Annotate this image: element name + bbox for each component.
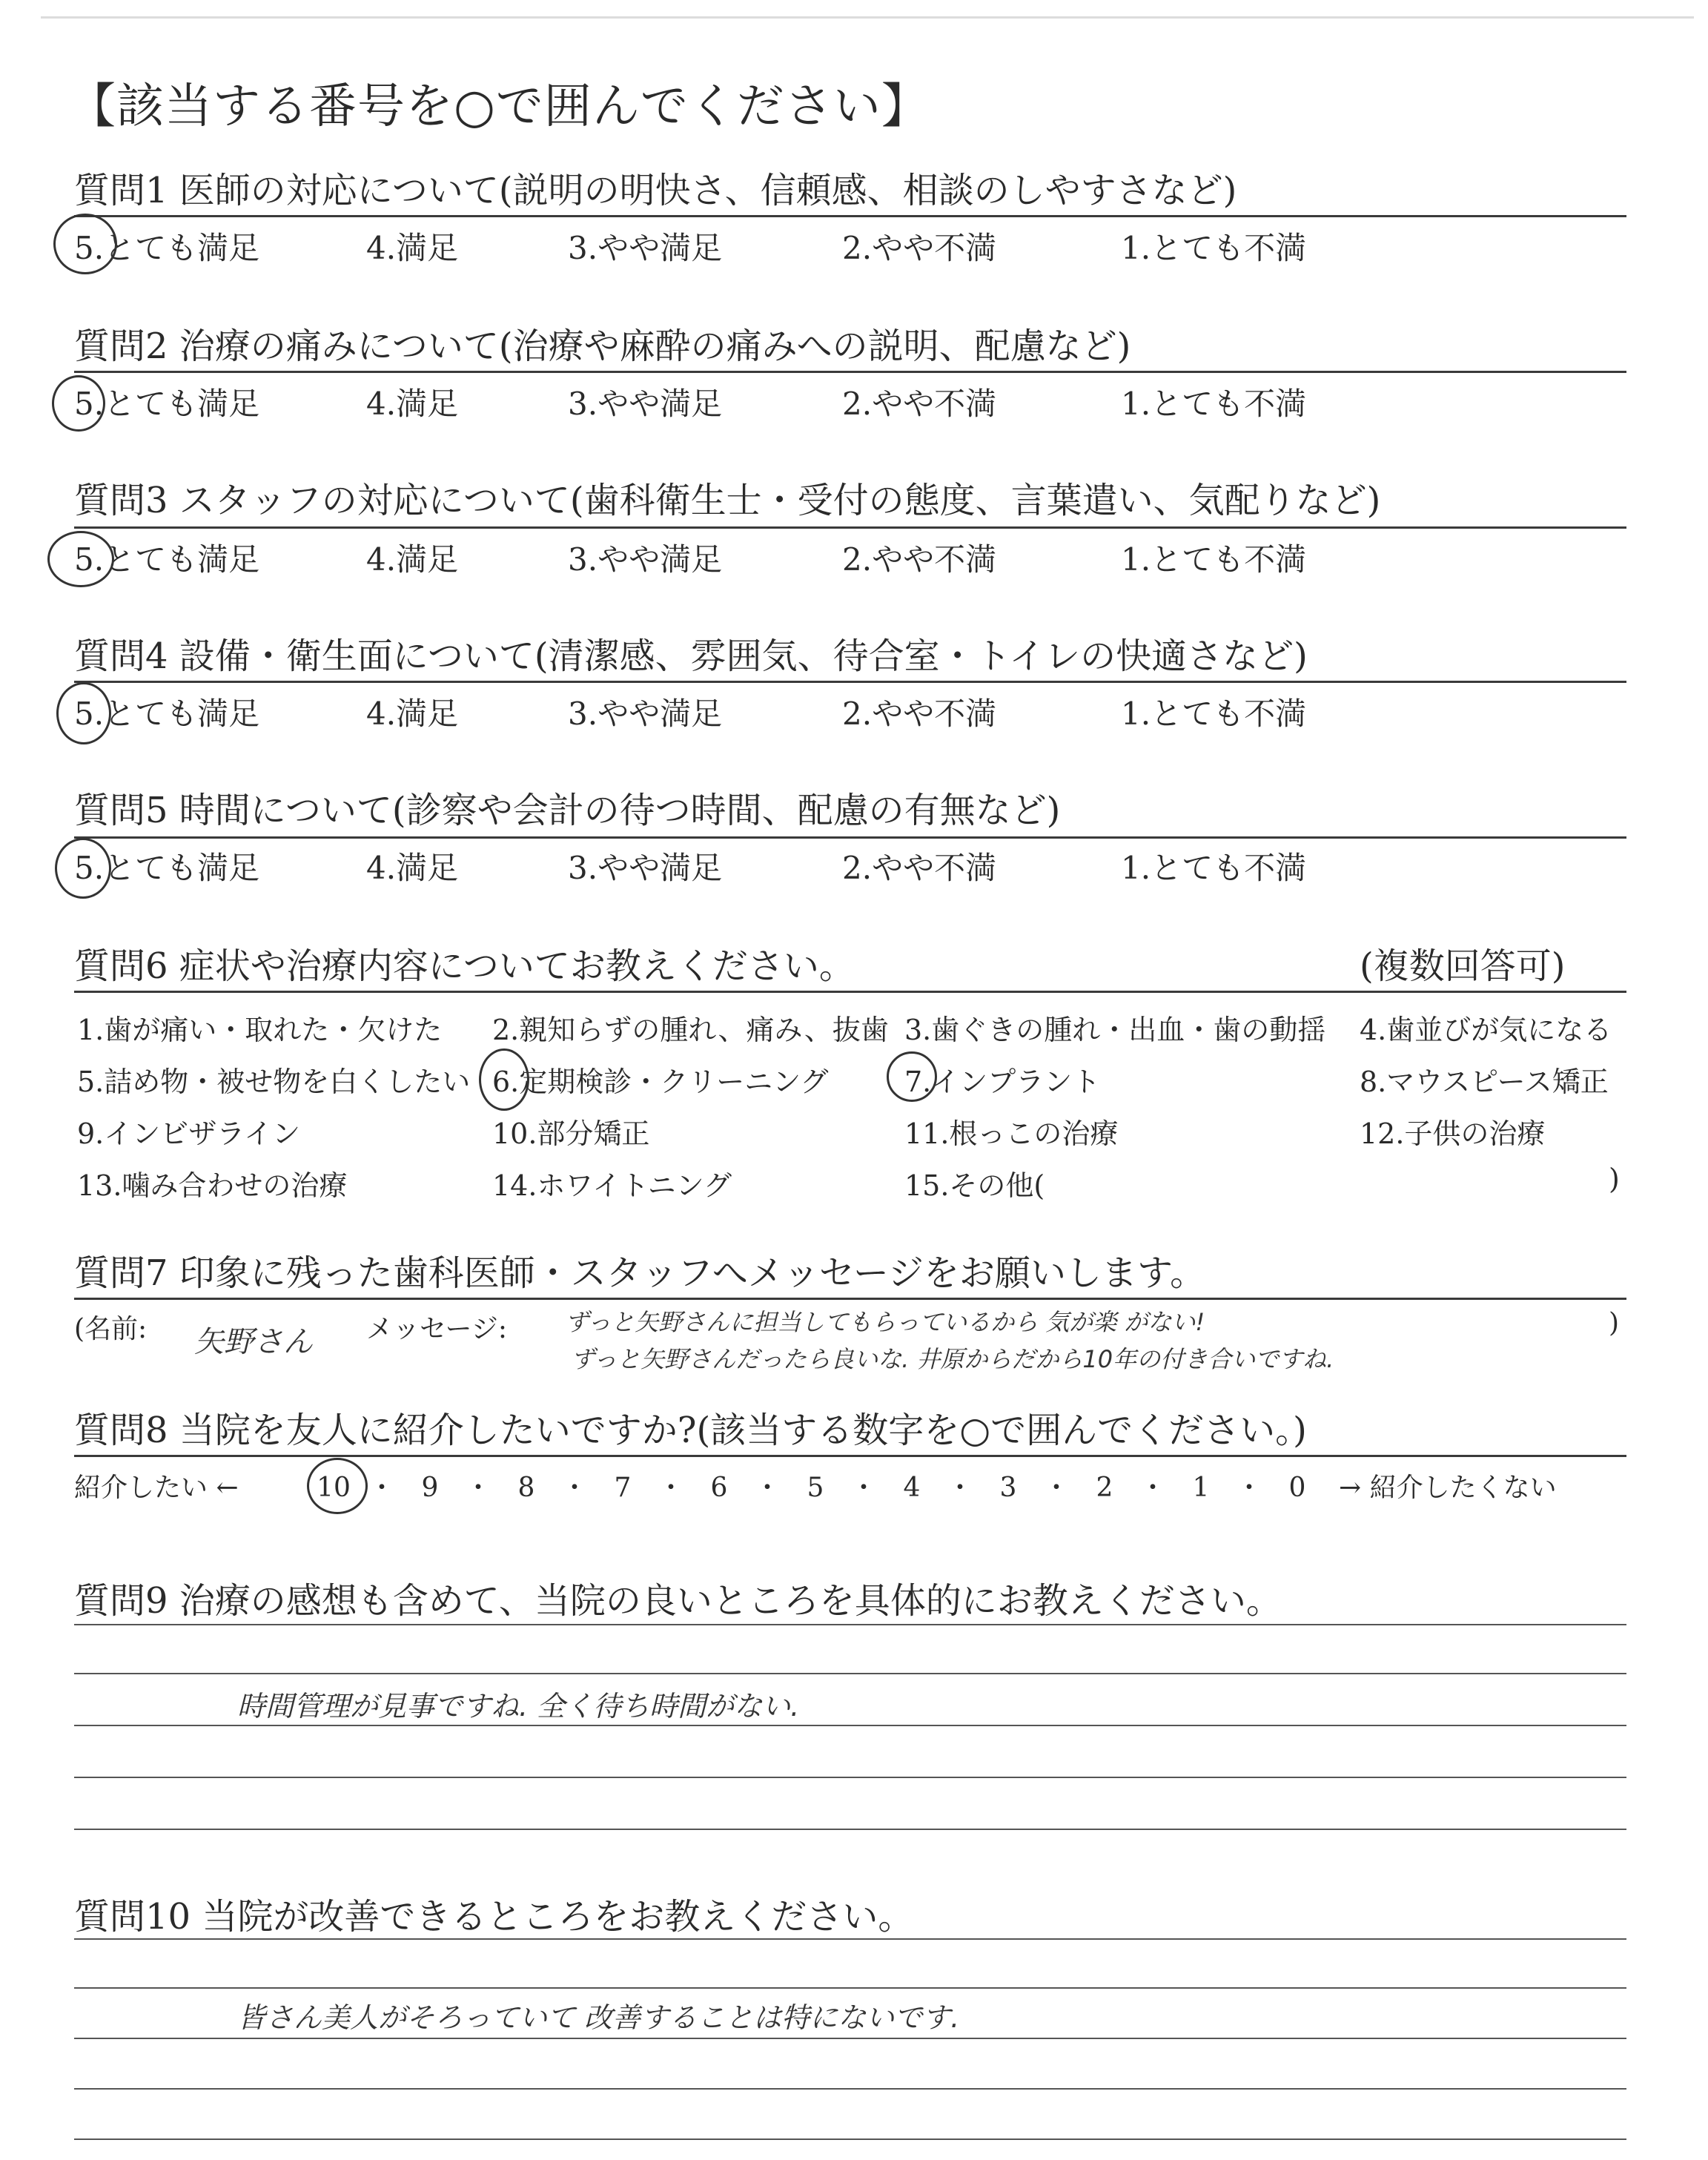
q3-heading: 質問3 スタッフの対応について(歯科衛生士・受付の態度、言葉遣い、気配りなど) — [74, 480, 1381, 521]
page-title: 【該当する番号を○で囲んでください】 — [68, 79, 930, 134]
q4-divider — [74, 681, 1626, 683]
q1-option-5[interactable]: 5.とても満足 — [74, 230, 260, 266]
q9-answer-handwritten: 時間管理が見事ですね. 全く待ち時間がない. — [237, 1690, 800, 1723]
q5-option-1[interactable]: 1.とても不満 — [1121, 850, 1307, 886]
q8-selected-circle — [307, 1458, 368, 1514]
q4-option-4[interactable]: 4.満足 — [366, 696, 459, 732]
q7-message-label: メッセージ: — [366, 1314, 507, 1344]
q6-item-1[interactable]: 1.歯が痛い・取れた・欠けた — [77, 1014, 443, 1046]
q6-item-6-circle — [479, 1048, 529, 1111]
q6-multiple-note: (複数回答可) — [1360, 945, 1566, 987]
q10-heading: 質問10 当院が改善できるところをお教えください。 — [74, 1896, 914, 1938]
q7-heading: 質問7 印象に残った歯科医師・スタッフへメッセージをお願いします。 — [74, 1252, 1206, 1294]
q3-option-5[interactable]: 5.とても満足 — [74, 541, 260, 578]
q5-option-4[interactable]: 4.満足 — [366, 850, 459, 886]
q7-name-label: (名前: — [74, 1314, 148, 1344]
q4-heading: 質問4 設備・衛生面について(清潔感、雰囲気、待合室・トイレの快適さなど) — [74, 635, 1308, 677]
q8-sep: ・ — [464, 1473, 491, 1503]
q3-option-4[interactable]: 4.満足 — [366, 541, 459, 578]
q6-item-8[interactable]: 8.マウスピース矯正 — [1360, 1066, 1609, 1098]
q9-ruled-line — [74, 1673, 1626, 1674]
q8-sep: ・ — [850, 1473, 877, 1503]
q9-ruled-line — [74, 1777, 1626, 1778]
q5-option-3[interactable]: 3.やや満足 — [568, 850, 723, 886]
q6-divider — [74, 991, 1626, 993]
q6-item-2[interactable]: 2.親知らずの腫れ、痛み、抜歯 — [492, 1014, 889, 1046]
q10-answer-handwritten: 皆さん美人がそろっていて 改善することは特にないです. — [237, 2001, 960, 2034]
q4-option-5[interactable]: 5.とても満足 — [74, 696, 260, 732]
q1-option-4[interactable]: 4.満足 — [366, 230, 459, 266]
q5-selected-circle — [55, 838, 111, 899]
q6-item-15[interactable]: 15.その他( — [904, 1169, 1045, 1202]
q1-option-1[interactable]: 1.とても不満 — [1121, 230, 1307, 266]
q10-ruled-line — [74, 2088, 1626, 2090]
q1-selected-circle — [53, 214, 117, 274]
q3-option-1[interactable]: 1.とても不満 — [1121, 541, 1307, 578]
q6-item-4[interactable]: 4.歯並びが気になる — [1360, 1014, 1612, 1046]
q10-ruled-line — [74, 2038, 1626, 2039]
q6-item-12[interactable]: 12.子供の治療 — [1360, 1117, 1546, 1150]
q5-divider — [74, 836, 1626, 839]
q8-sep: ・ — [657, 1473, 684, 1503]
q8-sep: ・ — [946, 1473, 973, 1503]
q2-option-3[interactable]: 3.やや満足 — [568, 386, 723, 422]
q8-scale-8[interactable]: 8 — [517, 1473, 535, 1503]
q6-item-14[interactable]: 14.ホワイトニング — [492, 1169, 732, 1202]
q7-name-handwritten: 矢野さん — [194, 1325, 313, 1359]
q2-option-2[interactable]: 2.やや不満 — [842, 386, 997, 422]
q8-scale-10[interactable]: 10 — [317, 1473, 351, 1503]
q6-item-3[interactable]: 3.歯ぐきの腫れ・出血・歯の動揺 — [904, 1014, 1326, 1046]
q8-scale-0[interactable]: 0 — [1288, 1473, 1306, 1503]
q6-item-13[interactable]: 13.噛み合わせの治療 — [77, 1169, 348, 1202]
q8-scale-6[interactable]: 6 — [710, 1473, 728, 1503]
q8-sep: ・ — [1139, 1473, 1166, 1503]
q8-sep: ・ — [753, 1473, 781, 1503]
q8-scale-7[interactable]: 7 — [614, 1473, 632, 1503]
q9-heading: 質問9 治療の感想も含めて、当院の良いところを具体的にお教えください。 — [74, 1580, 1282, 1622]
q7-message-line1: ずっと矢野さんに担当してもらっているから 気が楽 がない! — [565, 1308, 1205, 1336]
q8-scale — [311, 1467, 1320, 1505]
q5-option-5[interactable]: 5.とても満足 — [74, 850, 260, 886]
q4-selected-circle — [56, 682, 111, 744]
q2-selected-circle — [52, 375, 105, 432]
q6-item-5[interactable]: 5.詰め物・被せ物を白くしたい — [77, 1066, 471, 1098]
q7-message-line2: ずっと矢野さんだったら良いな. 井原からだから10年の付き合いですね. — [571, 1345, 1334, 1373]
q8-right-label: → 紹介したくない — [1339, 1473, 1557, 1503]
q1-divider — [74, 215, 1626, 217]
q6-item-7-circle — [887, 1051, 937, 1102]
q2-option-1[interactable]: 1.とても不満 — [1121, 386, 1307, 422]
q6-item-7[interactable]: 7.インプラント — [904, 1066, 1101, 1098]
q4-option-2[interactable]: 2.やや不満 — [842, 696, 997, 732]
q1-heading: 質問1 医師の対応について(説明の明快さ、信頼感、相談のしやすさなど) — [74, 170, 1237, 211]
q10-ruled-line — [74, 1938, 1626, 1940]
q3-selected-circle — [47, 531, 114, 587]
q6-item-11[interactable]: 11.根っこの治療 — [904, 1117, 1119, 1150]
q5-heading: 質問5 時間について(診察や会計の待つ時間、配慮の有無など) — [74, 790, 1061, 831]
q8-left-label: 紹介したい ← — [74, 1473, 239, 1503]
q8-scale-9[interactable]: 9 — [421, 1473, 439, 1503]
q1-option-2[interactable]: 2.やや不満 — [842, 230, 997, 266]
q6-other-close-paren: ) — [1609, 1163, 1620, 1195]
q8-scale-2[interactable]: 2 — [1096, 1473, 1113, 1503]
q3-option-3[interactable]: 3.やや満足 — [568, 541, 723, 578]
q8-sep: ・ — [560, 1473, 588, 1503]
q3-option-2[interactable]: 2.やや不満 — [842, 541, 997, 578]
q10-ruled-line — [74, 1987, 1626, 1989]
q6-item-9[interactable]: 9.インビザライン — [77, 1117, 301, 1150]
q10-ruled-line — [74, 2138, 1626, 2140]
q8-scale-5[interactable]: 5 — [807, 1473, 824, 1503]
q1-option-3[interactable]: 3.やや満足 — [568, 230, 723, 266]
q3-divider — [74, 526, 1626, 529]
q9-ruled-line — [74, 1624, 1626, 1625]
q4-option-1[interactable]: 1.とても不満 — [1121, 696, 1307, 732]
q2-heading: 質問2 治療の痛みについて(治療や麻酔の痛みへの説明、配慮など) — [74, 326, 1131, 367]
q4-option-3[interactable]: 3.やや満足 — [568, 696, 723, 732]
q9-ruled-line — [74, 1725, 1626, 1726]
q9-ruled-line — [74, 1829, 1626, 1830]
q8-scale-4[interactable]: 4 — [903, 1473, 921, 1503]
top-border — [41, 16, 1694, 19]
q2-option-5[interactable]: 5.とても満足 — [74, 386, 260, 422]
q8-scale-1[interactable]: 1 — [1192, 1473, 1210, 1503]
q8-sep: ・ — [1235, 1473, 1262, 1503]
q7-divider — [74, 1298, 1626, 1300]
q8-divider — [74, 1455, 1626, 1457]
q5-option-2[interactable]: 2.やや不満 — [842, 850, 997, 886]
q2-option-4[interactable]: 4.満足 — [366, 386, 459, 422]
q7-close-paren: ) — [1609, 1308, 1620, 1338]
q8-sep: ・ — [368, 1473, 395, 1503]
q8-heading: 質問8 当院を友人に紹介したいですか?(該当する数字を○で囲んでください。) — [74, 1410, 1307, 1451]
q6-item-10[interactable]: 10.部分矯正 — [492, 1117, 650, 1150]
q6-item-6[interactable]: 6.定期検診・クリーニング — [492, 1066, 829, 1098]
q2-divider — [74, 371, 1626, 373]
q8-sep: ・ — [1042, 1473, 1070, 1503]
q8-scale-3[interactable]: 3 — [999, 1473, 1017, 1503]
q6-heading: 質問6 症状や治療内容についてお教えください。 — [74, 945, 855, 987]
